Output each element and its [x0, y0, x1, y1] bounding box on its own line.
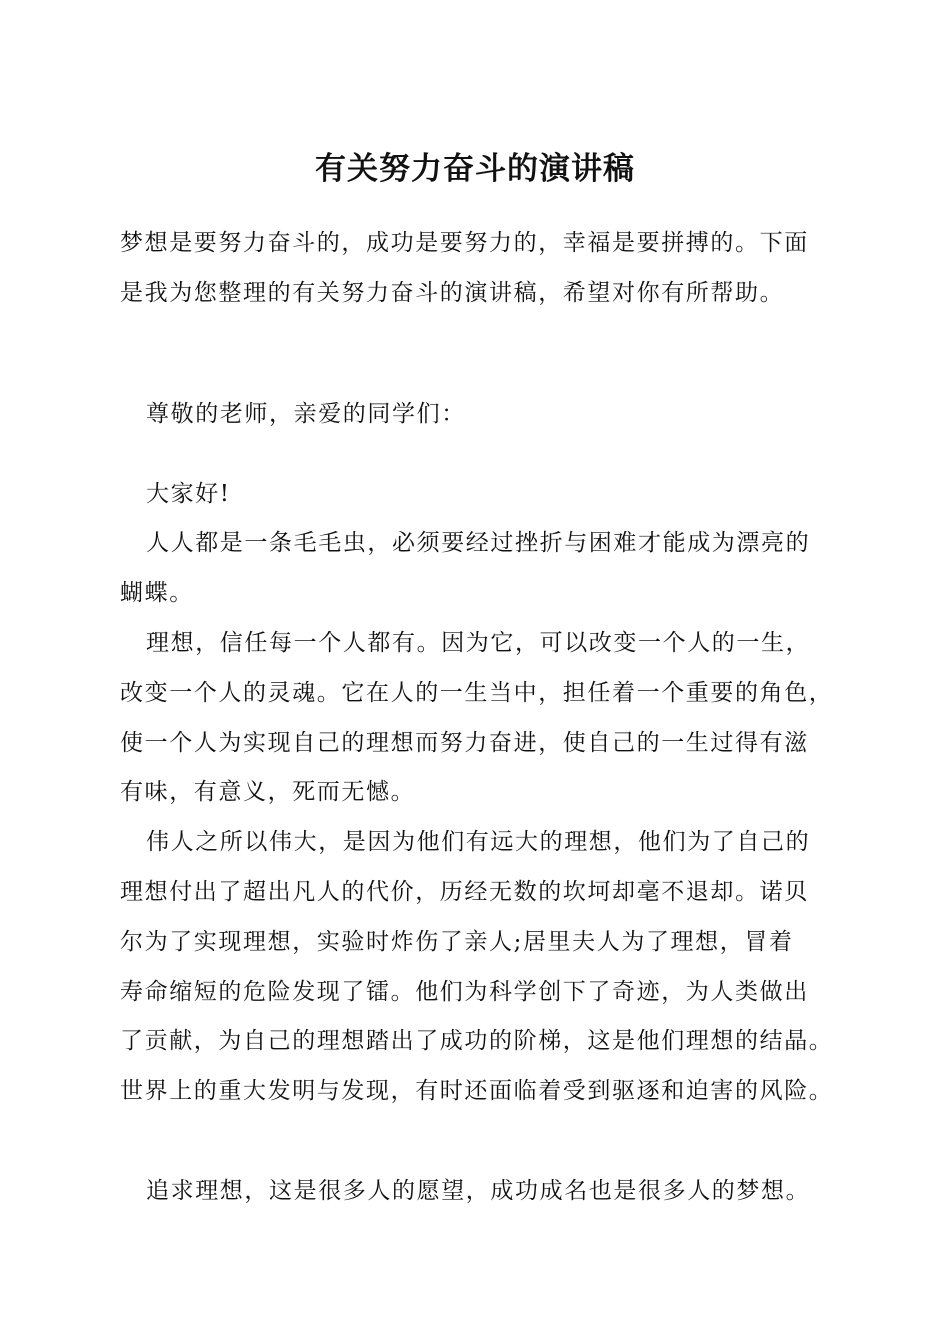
intro-line-2: 是我为您整理的有关努力奋斗的演讲稿，希望对你有所帮助。	[120, 280, 785, 306]
document-title: 有关努力奋斗的演讲稿	[315, 151, 635, 187]
para1-line-1: 人人都是一条毛毛虫，必须要经过挫折与困难才能成为漂亮的	[146, 530, 811, 556]
para3-line-5: 了贡献，为自己的理想踏出了成功的阶梯，这是他们理想的结晶。	[120, 1028, 834, 1054]
para3-line-3: 尔为了实现理想，实验时炸伤了亲人;居里夫人为了理想，冒着	[120, 929, 794, 955]
greeting: 尊敬的老师，亲爱的同学们：	[146, 401, 466, 427]
para2-line-1: 理想，信任每一个人都有。因为它，可以改变一个人的一生，	[146, 630, 811, 656]
para2-line-4: 有味，有意义，死而无憾。	[120, 779, 416, 805]
para3-line-4: 寿命缩短的危险发现了镭。他们为科学创下了奇迹，为人类做出	[120, 979, 809, 1005]
hello: 大家好!	[146, 481, 231, 507]
para3-line-1: 伟人之所以伟大，是因为他们有远大的理想，他们为了自己的	[146, 829, 811, 855]
para1-line-2: 蝴蝶。	[120, 580, 194, 606]
para3-line-2: 理想付出了超出凡人的代价，历经无数的坎坷却毫不退却。诺贝	[120, 879, 809, 905]
intro-line-1: 梦想是要努力奋斗的，成功是要努力的，幸福是要拼搏的。下面	[120, 230, 809, 256]
para4-line-1: 追求理想，这是很多人的愿望，成功成名也是很多人的梦想。	[146, 1178, 811, 1204]
para2-line-2: 改变一个人的灵魂。它在人的一生当中，担任着一个重要的角色，	[120, 680, 834, 706]
para2-line-3: 使一个人为实现自己的理想而努力奋进，使自己的一生过得有滋	[120, 730, 809, 756]
para3-line-6: 世界上的重大发明与发现，有时还面临着受到驱逐和迫害的风险。	[120, 1078, 834, 1104]
